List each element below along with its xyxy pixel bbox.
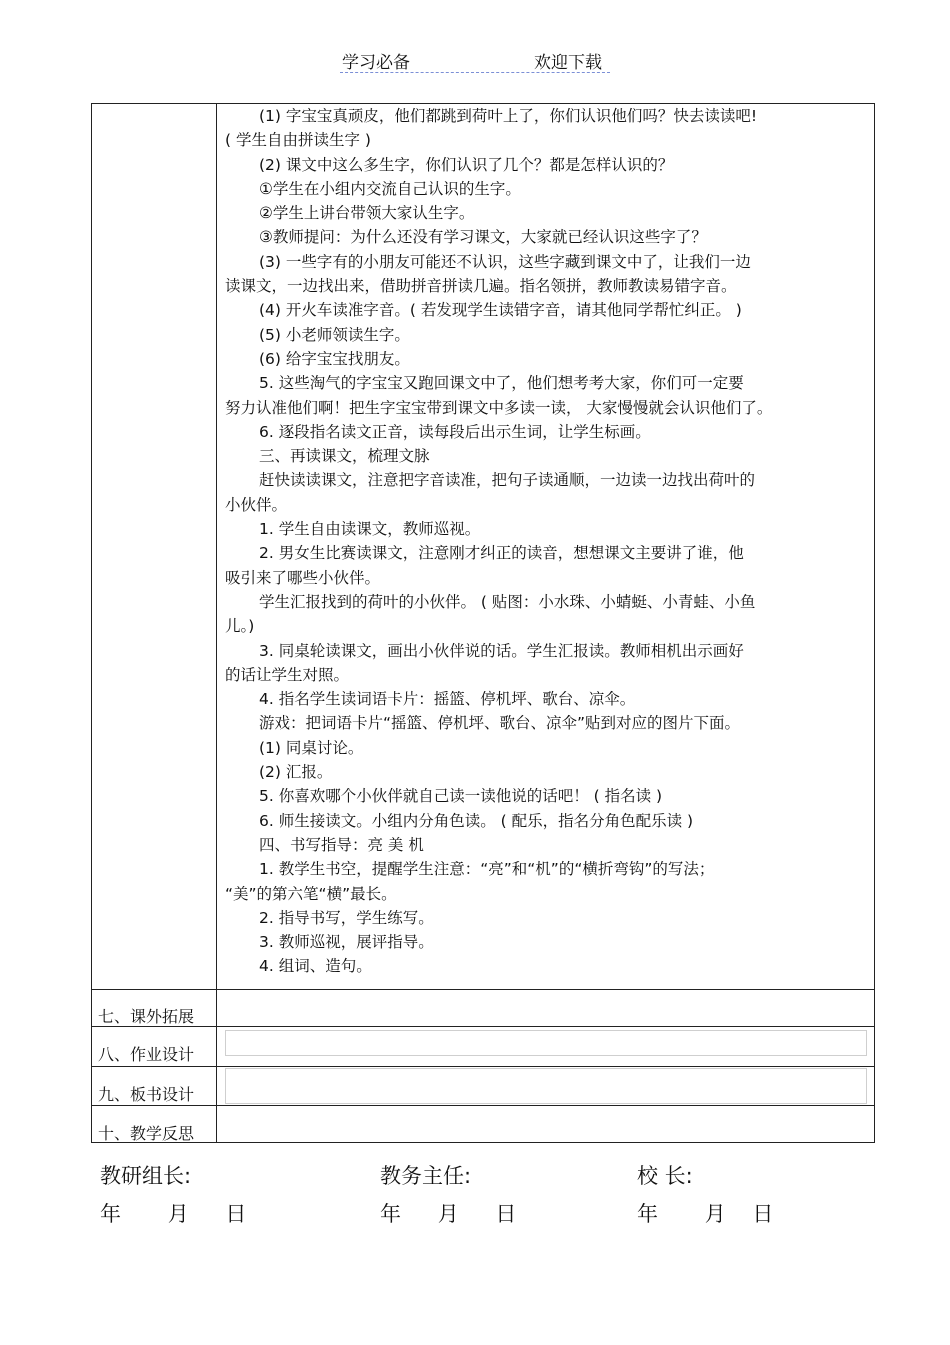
day-label: 日 xyxy=(752,1202,774,1226)
content-line: 6. 逐段指名读文正音，读每段后出示生词，让学生标画。 xyxy=(259,422,651,441)
content-line: (3) 一些字有的小朋友可能还不认识，这些字藏到课文中了，让我们一边 xyxy=(259,252,751,271)
content-line: (6) 给字宝宝找朋友。 xyxy=(259,349,410,368)
row-label-extension: 七、课外拓展 xyxy=(98,1007,195,1026)
content-line: “美”的第六笔“横”最长。 xyxy=(225,884,397,903)
table-column-divider xyxy=(216,104,217,1142)
content-line: 2. 男女生比赛读课文，注意刚才纠正的读音，想想课文主要讲了谁，他 xyxy=(259,544,744,563)
content-line: (1) 字宝宝真顽皮，他们都跳到荷叶上了，你们认识他们吗？快去读读吧! xyxy=(259,107,758,125)
year-label: 年 xyxy=(637,1202,658,1226)
homework-inner-box xyxy=(225,1030,867,1056)
content-line: 游戏：把词语卡片“摇篮、停机坪、歌台、凉伞”贴到对应的图片下面。 xyxy=(259,714,741,733)
content-line: 3. 同桌轮读课文，画出小伙伴说的话。学生汇报读。教师相机出示画好 xyxy=(259,641,744,660)
content-line: ( 学生自由拼读生字 ) xyxy=(225,131,371,150)
content-line: 5. 你喜欢哪个小伙伴就自己读一读他说的话吧！ ( 指名读 ) xyxy=(259,787,663,806)
teaching-procedure-content xyxy=(225,104,865,979)
content-line: 1. 教学生书空，提醒学生注意：“亮”和“机”的“横折弯钩”的写法； xyxy=(259,860,715,879)
content-line: 读课文，一边找出来，借助拼音拼读几遍。指名领拼，教师教读易错字音。 xyxy=(225,277,737,296)
table-row-divider xyxy=(92,1066,874,1067)
year-label: 年 xyxy=(380,1202,401,1226)
date-line-director xyxy=(380,1198,516,1228)
table-row-divider xyxy=(92,989,874,990)
content-line: 2. 指导书写，学生练写。 xyxy=(259,908,434,927)
content-line: 赶快读读课文，注意把字音读准，把句子读通顺，一边读一边找出荷叶的 xyxy=(259,471,756,490)
day-label: 日 xyxy=(225,1202,247,1226)
signature-principal: 校 长: xyxy=(637,1164,693,1188)
table-row-divider xyxy=(92,1026,874,1027)
content-line: 吸引来了哪些小伙伴。 xyxy=(225,568,381,587)
table-row-divider xyxy=(92,1105,874,1106)
content-line: (4) 开火车读准字音。( 若发现学生读错字音，请其他同学帮忙纠正。 ) xyxy=(259,301,742,320)
content-line: 4. 组词、造句。 xyxy=(259,957,372,976)
row-label-homework: 八、作业设计 xyxy=(98,1045,195,1064)
content-line: 4. 指名学生读词语卡片：摇篮、停机坪、歌台、凉伞。 xyxy=(259,690,636,709)
content-line: (1) 同桌讨论。 xyxy=(259,738,364,757)
row-label-reflection: 十、教学反思 xyxy=(98,1124,195,1143)
row-label-board-design: 九、板书设计 xyxy=(98,1085,195,1104)
lesson-plan-table xyxy=(91,103,875,1143)
board-design-inner-box xyxy=(225,1068,867,1104)
header-right-text: 欢迎下载 xyxy=(534,53,602,73)
date-line-leader xyxy=(100,1198,246,1228)
content-line: ①学生在小组内交流自己认识的生字。 xyxy=(259,179,521,198)
header-left-text: 学习必备 xyxy=(342,53,410,73)
signature-director: 教务主任: xyxy=(380,1164,472,1188)
content-line: 3. 教师巡视，展评指导。 xyxy=(259,933,434,952)
signature-leader: 教研组长: xyxy=(100,1164,192,1188)
month-label: 月 xyxy=(167,1202,189,1226)
content-line: 的话让学生对照。 xyxy=(225,665,350,684)
content-line: (2) 汇报。 xyxy=(259,763,333,782)
content-line: 四、书写指导：亮 美 机 xyxy=(259,835,424,854)
content-line: (2) 课文中这么多生字，你们认识了几个？都是怎样认识的？ xyxy=(259,155,674,174)
content-line: 5. 这些淘气的字宝宝又跑回课文中了，他们想考考大家，你们可一定要 xyxy=(259,374,744,393)
content-line: 6. 师生接读文。小组内分角色读。 ( 配乐，指名分角色配乐读 ) xyxy=(259,811,694,830)
content-line: (5) 小老师领读生字。 xyxy=(259,325,410,344)
content-line: ②学生上讲台带领大家认生字。 xyxy=(259,204,475,223)
page-header xyxy=(340,46,610,73)
day-label: 日 xyxy=(495,1202,517,1226)
content-line: 学生汇报找到的荷叶的小伙伴。 ( 贴图：小水珠、小蜻蜓、小青蛙、小鱼 xyxy=(259,592,756,611)
date-line-principal xyxy=(637,1198,773,1228)
month-label: 月 xyxy=(704,1202,726,1226)
content-line: 努力认准他们啊！把生字宝宝带到课文中多读一读， 大家慢慢就会认识他们了。 xyxy=(225,398,773,417)
year-label: 年 xyxy=(100,1202,121,1226)
content-line: 三、再读课文，梳理文脉 xyxy=(259,447,430,466)
content-line: ③教师提问：为什么还没有学习课文，大家就已经认识这些字了？ xyxy=(259,228,707,247)
content-line: 1. 学生自由读课文，教师巡视。 xyxy=(259,520,481,539)
month-label: 月 xyxy=(437,1202,459,1226)
content-line: 儿。) xyxy=(225,617,255,636)
content-line: 小伙伴。 xyxy=(225,495,288,514)
